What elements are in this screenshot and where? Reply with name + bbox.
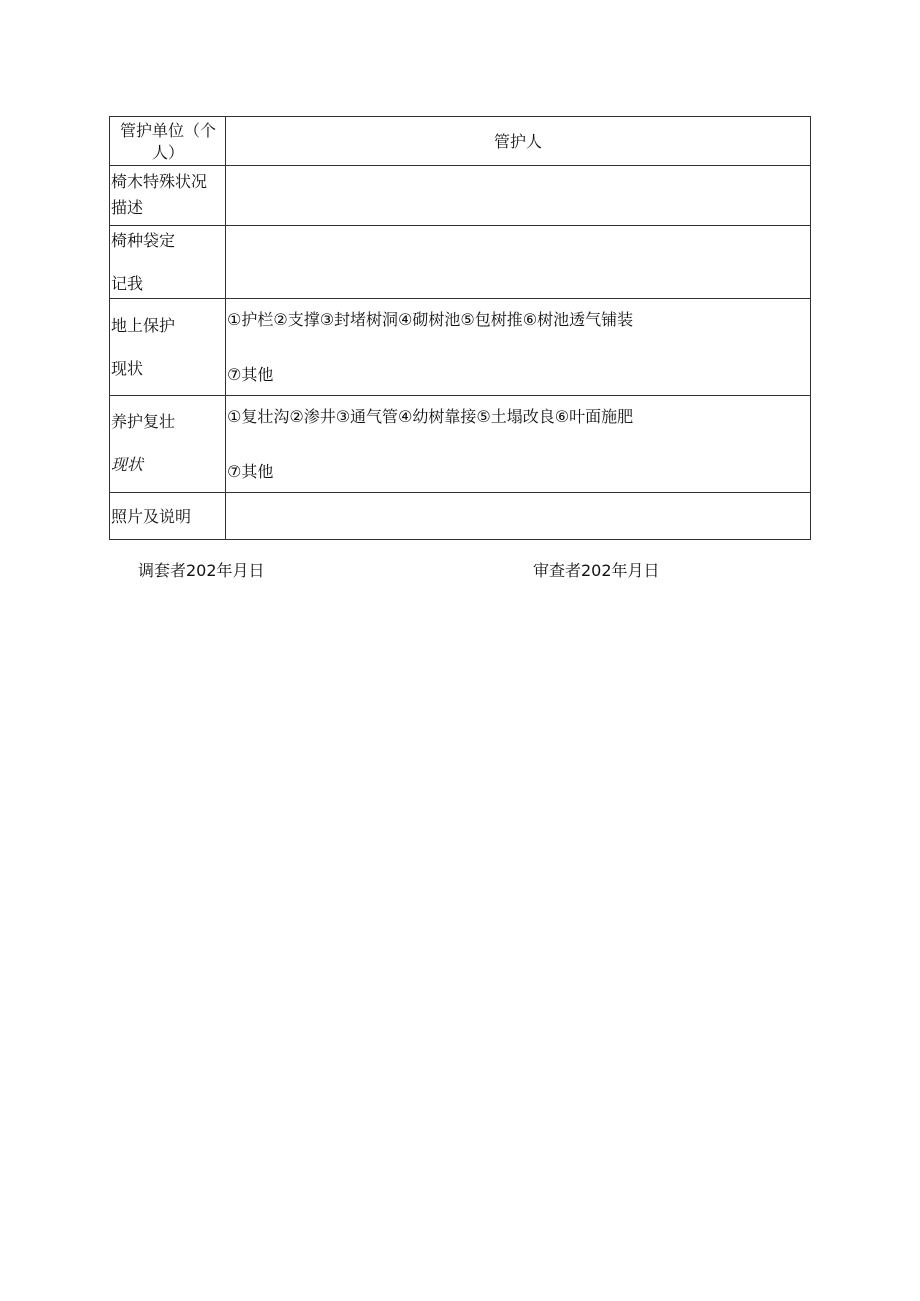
care-options-line2: ⑦其他 (227, 462, 274, 481)
investigator-signature-line: 调套者202年月日 (138, 561, 265, 580)
desc-label-line1: 椅木特殊状况 (111, 172, 208, 191)
species-label-cell (110, 226, 226, 299)
table-row (110, 493, 811, 540)
photo-label-cell (110, 493, 226, 540)
species-label-line2: 记我 (111, 274, 144, 293)
ground-label-line1: 地上保护 (111, 316, 176, 335)
table-row (110, 396, 811, 493)
care-label-line1: 养护复壮 (111, 412, 176, 431)
desc-label-line2: 描述 (111, 198, 144, 217)
ground-options-line1: ①护栏②支撑③封堵树洞④砌树池⑤包树推⑥树池透气铺装 (227, 310, 634, 329)
table-row (110, 117, 811, 166)
ground-label-cell (110, 299, 226, 396)
table-row (110, 299, 811, 396)
ground-options-line2: ⑦其他 (227, 365, 274, 384)
ground-label-line2: 现状 (111, 359, 144, 378)
table-row (110, 226, 811, 299)
species-label-line1: 椅种袋定 (111, 231, 176, 250)
care-label-cell (110, 396, 226, 493)
ground-options-cell[interactable] (226, 299, 811, 396)
manager-label: 管护人 (493, 132, 542, 151)
reviewer-signature-line: 审查者202年月日 (533, 561, 660, 580)
manager-cell[interactable] (226, 117, 811, 166)
desc-label (111, 166, 225, 221)
unit-label-line1: 管护单位（个 (119, 121, 216, 140)
desc-label-cell (110, 166, 226, 226)
desc-input-cell[interactable] (226, 166, 811, 226)
unit-label-cell (110, 117, 226, 166)
unit-label-line2: 人） (151, 143, 184, 162)
tree-survey-form-table (109, 116, 811, 540)
table-row (110, 166, 811, 226)
care-options-cell[interactable] (226, 396, 811, 493)
photo-input-cell[interactable] (226, 493, 811, 540)
care-options-line1: ①复壮沟②渗井③通气管④幼树靠接⑤土塌改良⑥叶面施肥 (227, 407, 634, 426)
species-input-cell[interactable] (226, 226, 811, 299)
unit-label (111, 117, 225, 164)
care-label-line2: 现状 (111, 455, 144, 474)
photo-label: 照片及说明 (111, 507, 192, 526)
